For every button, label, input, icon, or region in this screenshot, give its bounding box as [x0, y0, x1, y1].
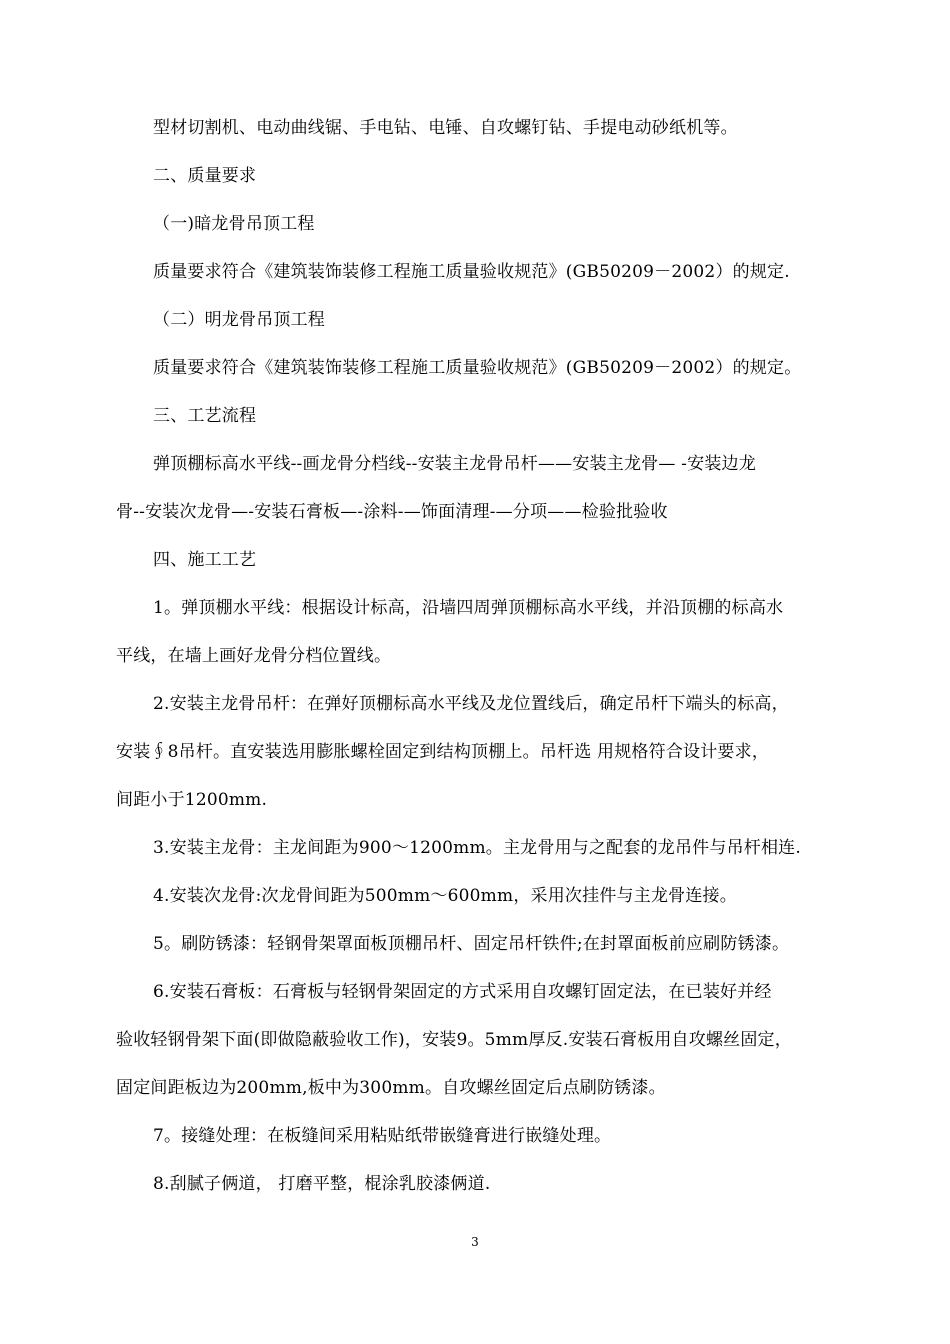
text-line-step-4: 4.安装次龙骨:次龙骨间距为500mm～600mm，采用次挂件与主龙骨连接。: [153, 886, 737, 906]
text-line-step-2b: 安装∮8吊杆。直安装选用膨胀螺栓固定到结构顶棚上。吊杆选 用规格符合设计要求，: [116, 742, 770, 762]
text-line-step-2a: 2.安装主龙骨吊杆：在弹好顶棚标高水平线及龙位置线后，确定吊杆下端头的标高，: [153, 694, 789, 714]
text-line-step-8: 8.刮腻子俩道， 打磨平整，棍涂乳胶漆俩道.: [153, 1174, 491, 1194]
heading-process-flow: 三、工艺流程: [153, 406, 257, 426]
text-line-quality-1: 质量要求符合《建筑装饰装修工程施工质量验收规范》(GB50209－2002）的规定.: [153, 262, 790, 282]
text-line-step-6a: 6.安装石膏板：石膏板与轻钢骨架固定的方式采用自攻螺钉固定法，在已装好并经: [153, 982, 772, 1002]
subheading-concealed-keel: （一)暗龙骨吊顶工程: [153, 214, 315, 234]
subheading-exposed-keel: （二）明龙骨吊顶工程: [153, 310, 325, 330]
text-line-quality-2: 质量要求符合《建筑装饰装修工程施工质量验收规范》(GB50209－2002）的规定。: [153, 358, 802, 378]
text-line-process-flow-2: 骨--安装次龙骨—-安装石膏板—-涂料-—饰面清理-—分项——检验批验收: [116, 502, 668, 522]
text-line-step-7: 7。接缝处理：在板缝间采用粘贴纸带嵌缝膏进行嵌缝处理。: [153, 1126, 612, 1146]
heading-quality-requirements: 二、质量要求: [153, 166, 257, 186]
text-line-step-6c: 固定间距板边为200mm,板中为300mm。自攻螺丝固定后点刷防锈漆。: [116, 1078, 666, 1098]
text-line-process-flow-1: 弹顶棚标高水平线--画龙骨分档线--安装主龙骨吊杆——安装主龙骨— -安装边龙: [153, 454, 756, 474]
text-line-step-1b: 平线，在墙上画好龙骨分档位置线。: [116, 646, 392, 666]
text-line-step-3: 3.安装主龙骨：主龙间距为900～1200mm。主龙骨用与之配套的龙吊件与吊杆相连.: [153, 838, 801, 858]
heading-construction-process: 四、施工工艺: [153, 550, 257, 570]
text-line-step-1a: 1。弹顶棚水平线：根据设计标高，沿墙四周弹顶棚标高水平线，并沿顶棚的标高水: [153, 598, 784, 618]
page-number: 3: [471, 1235, 479, 1249]
text-line-step-5: 5。刷防锈漆：轻钢骨架罩面板顶棚吊杆、固定吊杆铁件;在封罩面板前应刷防锈漆。: [153, 934, 790, 954]
text-line-step-6b: 验收轻钢骨架下面(即做隐蔽验收工作)，安装9。5mm厚反.安装石膏板用自攻螺丝固定，: [116, 1030, 792, 1050]
text-line-step-2c: 间距小于1200mm.: [116, 790, 268, 810]
text-line-equipment-list: 型材切割机、电动曲线锯、手电钻、电锤、自攻螺钉钻、手提电动砂纸机等。: [153, 118, 738, 138]
